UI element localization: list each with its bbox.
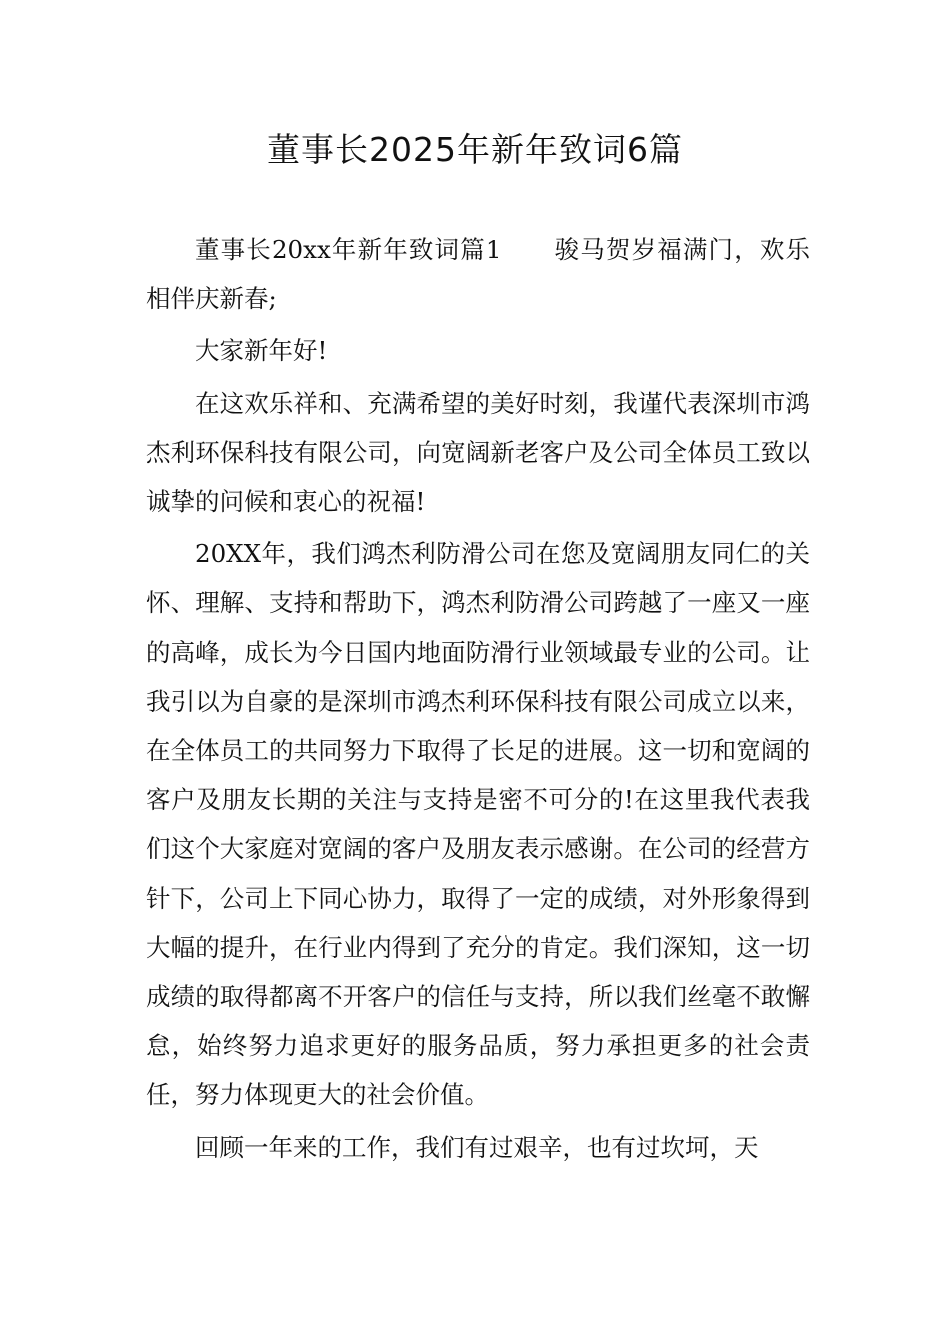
document-body [146, 225, 810, 1175]
section-heading: 董事长20xx年新年致词篇1 [195, 235, 502, 264]
paragraph-text: 骏马贺岁福满门，欢乐相伴庆新春; [146, 235, 810, 314]
document-title: 董事长2025年新年致词6篇 [267, 130, 683, 169]
paragraph-3: 在这欢乐祥和、充满希望的美好时刻，我谨代表深圳市鸿杰利环保科技有限公司，向宽阔新老客户及公司全体员工致以诚挚的问候和衷心的祝福! [146, 388, 810, 517]
paragraph-5: 回顾一年来的工作，我们有过艰辛，也有过坎坷，天 [195, 1132, 759, 1162]
paragraph-1 [146, 225, 810, 323]
paragraph-2: 大家新年好! [195, 336, 328, 366]
paragraph-4: 20XX年，我们鸿杰利防滑公司在您及宽阔朋友同仁的关怀、理解、支持和帮助下，鸿杰利防滑公司跨越了一座又一座的高峰，成长为今日国内地面防滑行业领域最专业的公司。让我引以为自豪的是深圳市鸿杰利环保科技有限公司成立以来，在全体员工的共同努力下取得了长足的进展。这一切和宽阔的客户及朋友长期的关注与支持是密不可分的!在这里我代表我们这个大家庭对宽阔的客户及朋友表示感谢。在公司的经营方针下，公司上下同心协力，取得了一定的成绩，对外形象得到大幅的提升，在行业内得到了充分的肯定。我们深知，这一切成绩的取得都离不开客户的信任与支持，所以我们丝毫不敢懈怠，始终努力追求更好的服务品质，努力承担更多的社会责任，努力体现更大的社会价值。 [146, 539, 810, 1110]
